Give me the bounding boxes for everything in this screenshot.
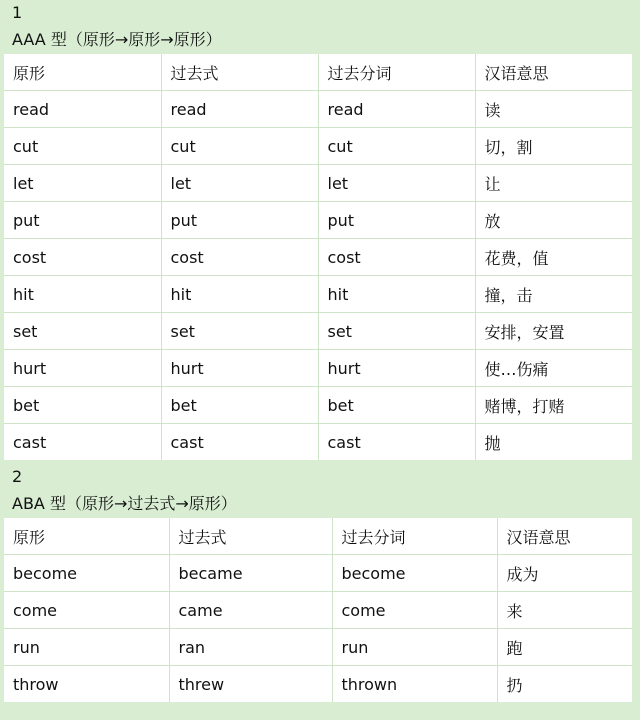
cell-past-tense: threw: [169, 666, 332, 703]
cell-base-form: hurt: [4, 350, 161, 387]
cell-chinese-meaning: 跑: [497, 629, 632, 666]
table-row: [4, 276, 632, 313]
table-row: [4, 555, 632, 592]
cell-past-participle: hit: [318, 276, 475, 313]
cell-past-participle: let: [318, 165, 475, 202]
header-past-participle: 过去分词: [332, 518, 497, 555]
cell-chinese-meaning: 使…伤痛: [475, 350, 632, 387]
cell-past-tense: hurt: [161, 350, 318, 387]
header-chinese-meaning: 汉语意思: [475, 54, 632, 91]
cell-past-participle: run: [332, 629, 497, 666]
header-past-tense: 过去式: [169, 518, 332, 555]
cell-chinese-meaning: 成为: [497, 555, 632, 592]
cell-past-tense: ran: [169, 629, 332, 666]
cell-past-tense: bet: [161, 387, 318, 424]
header-row: [4, 518, 632, 555]
cell-past-tense: became: [169, 555, 332, 592]
cell-chinese-meaning: 花费，值: [475, 239, 632, 276]
cell-past-tense: hit: [161, 276, 318, 313]
section-title: ABA 型（原形→过去式→原形）: [12, 494, 237, 513]
cell-chinese-meaning: 让: [475, 165, 632, 202]
header-row: [4, 54, 632, 91]
table-row: [4, 239, 632, 276]
header-base-form: 原形: [4, 518, 169, 555]
cell-past-participle: read: [318, 91, 475, 128]
cell-base-form: let: [4, 165, 161, 202]
cell-past-participle: put: [318, 202, 475, 239]
table-row: [4, 592, 632, 629]
cell-past-participle: come: [332, 592, 497, 629]
cell-past-tense: came: [169, 592, 332, 629]
cell-past-participle: cut: [318, 128, 475, 165]
cell-chinese-meaning: 扔: [506, 675, 523, 695]
header-chinese-meaning: 汉语意思: [497, 518, 632, 555]
cell-base-form: run: [4, 629, 169, 666]
cell-base-form: cost: [4, 239, 161, 276]
table-row: [4, 91, 632, 128]
cell-base-form: throw: [4, 666, 169, 703]
cell-base-form: cast: [4, 424, 161, 461]
cell-past-participle: hurt: [318, 350, 475, 387]
cell-base-form: put: [4, 202, 161, 239]
cell-past-tense: put: [161, 202, 318, 239]
cell-past-tense: cast: [161, 424, 318, 461]
header-base-form: 原形: [4, 54, 161, 91]
cell-past-tense: read: [161, 91, 318, 128]
section-title: AAA 型（原形→原形→原形）: [12, 30, 222, 49]
table-row: [4, 165, 632, 202]
table-row: [4, 350, 632, 387]
cell-base-form: set: [4, 313, 161, 350]
cell-past-participle: set: [318, 313, 475, 350]
section-2: [0, 464, 640, 702]
header-past-participle: 过去分词: [318, 54, 475, 91]
cell-past-tense: let: [161, 165, 318, 202]
cell-base-form: become: [4, 555, 169, 592]
table-row: [4, 313, 632, 350]
cell-chinese-meaning: 切，割: [475, 128, 632, 165]
table-row: [4, 666, 632, 703]
table-row: [4, 387, 632, 424]
cell-chinese-meaning: 读: [475, 91, 632, 128]
cell-chinese-meaning: 放: [475, 202, 632, 239]
verb-table-aaa: [4, 54, 632, 460]
cell-past-tense: cost: [161, 239, 318, 276]
cell-chinese-meaning: 抛: [484, 433, 501, 453]
cell-past-participle: cost: [318, 239, 475, 276]
table-row: [4, 202, 632, 239]
cell-base-form: come: [4, 592, 169, 629]
cell-past-participle: become: [332, 555, 497, 592]
cell-base-form: read: [4, 91, 161, 128]
cell-past-participle: thrown: [332, 666, 497, 703]
cell-chinese-meaning: 撞，击: [475, 276, 632, 313]
cell-chinese-meaning: 赌博，打赌: [475, 387, 632, 424]
cell-base-form: bet: [4, 387, 161, 424]
cell-chinese-meaning: 安排，安置: [475, 313, 632, 350]
cell-base-form: cut: [4, 128, 161, 165]
verb-table-aba: [4, 518, 632, 702]
section-number: 1: [12, 3, 23, 22]
cell-past-tense: set: [161, 313, 318, 350]
cell-past-participle: cast: [318, 424, 475, 461]
section-number: 2: [12, 467, 23, 486]
cell-past-tense: cut: [161, 128, 318, 165]
table-row: [4, 128, 632, 165]
header-past-tense: 过去式: [161, 54, 318, 91]
table-row: [4, 629, 632, 666]
cell-base-form: hit: [4, 276, 161, 313]
table-row: [4, 424, 632, 461]
cell-chinese-meaning: 来: [497, 592, 632, 629]
cell-past-participle: bet: [318, 387, 475, 424]
